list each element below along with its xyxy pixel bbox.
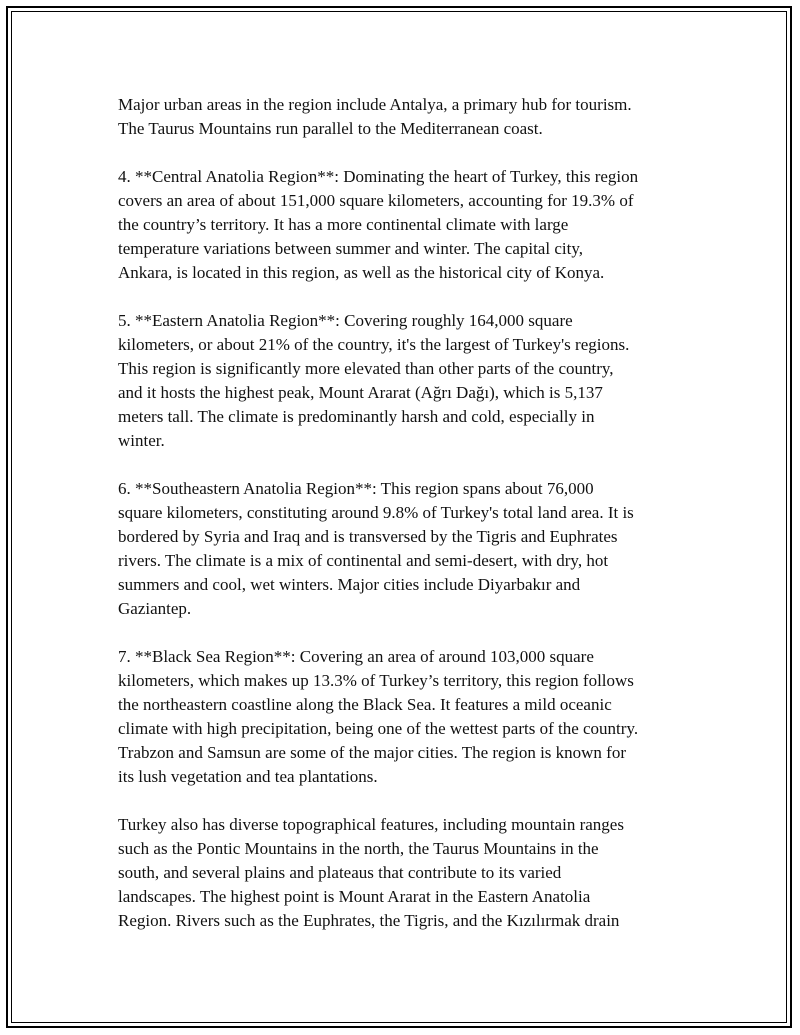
paragraph-southeastern-anatolia: 6. **Southeastern Anatolia Region**: This region spans about 76,000 square kilometers, constituting around 9.8% of Turkey's total land area. It is bordered by Syria and Iraq and is transversed by the Tigris and Euphrates rivers. The climate is a mix of continental and semi-desert, with dry, hot summers and cool, wet winters. Major cities include Diyarbakır and Gaziantep. [118,479,634,618]
paragraph-topography: Turkey also has diverse topographical features, including mountain ranges such as the Pontic Mountains in the north, the Taurus Mountains in the south, and several plains and plateaus that contribute to its varied landscapes. The highest point is Mount Ararat in the Eastern Anatolia Region. Rivers such as the Euphrates, the Tigris, and the Kızılırmak drain [118,815,624,930]
paragraph-black-sea: 7. **Black Sea Region**: Covering an area of around 103,000 square kilometers, which makes up 13.3% of Turkey’s territory, this region follows the northeastern coastline along the Black Sea. It features a mild oceanic climate with high precipitation, being one of the wettest parts of the country. Trabzon and Samsun are some of the major cities. The region is known for its lush vegetation and tea plantations. [118,647,639,786]
paragraph-mediterranean-cities: Major urban areas in the region include Antalya, a primary hub for tourism. The Taurus Mountains run parallel to the Mediterranean coast. [118,95,632,138]
paragraph-central-anatolia: 4. **Central Anatolia Region**: Dominating the heart of Turkey, this region covers an area of about 151,000 square kilometers, accounting for 19.3% of the country’s territory. It has a more continental climate with large temperature variations between summer and winter. The capital city, Ankara, is located in this region, as well as the historical city of Konya. [118,167,639,282]
paragraph-eastern-anatolia: 5. **Eastern Anatolia Region**: Covering roughly 164,000 square kilometers, or about 21% of the country, it's the largest of Turkey's regions. This region is significantly more elevated than other parts of the country, and it hosts the highest peak, Mount Ararat (Ağrı Dağı), which is 5,137 meters tall. The climate is predominantly harsh and cold, especially in winter. [118,311,630,450]
document-body [118,93,698,933]
